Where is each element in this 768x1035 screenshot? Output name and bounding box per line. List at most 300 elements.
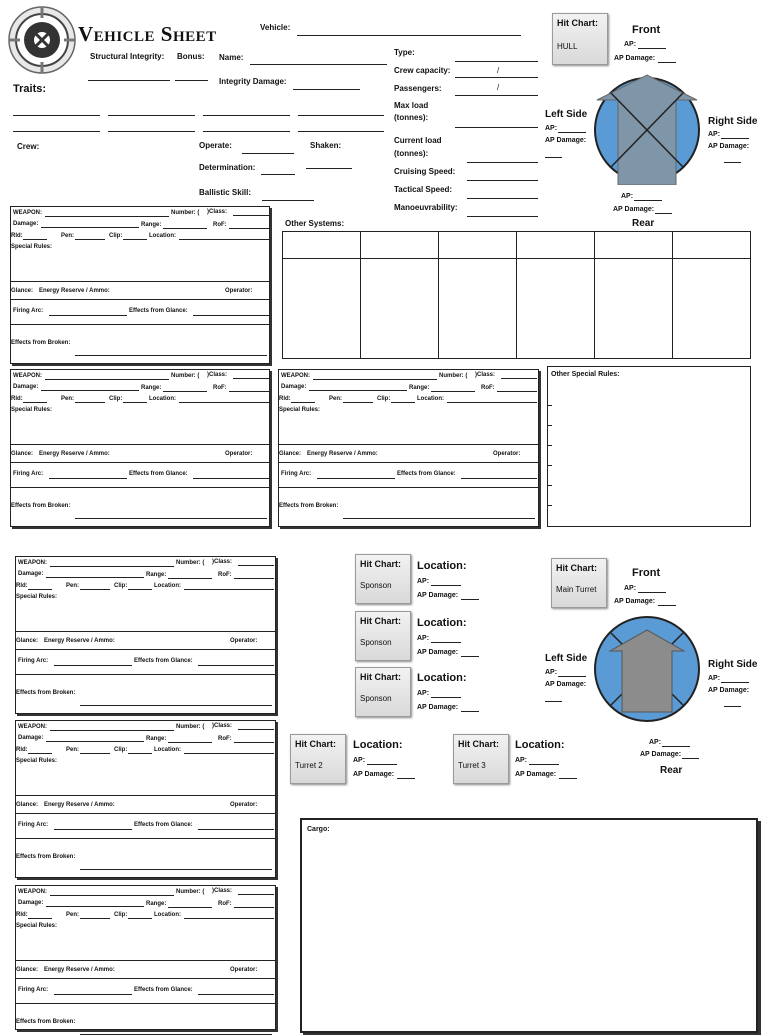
hit-chart-value: HULL <box>557 42 578 51</box>
rule-tick <box>548 405 552 406</box>
hull-front-ap-field[interactable] <box>638 48 666 49</box>
trait-field[interactable] <box>108 115 195 116</box>
vehicle-field[interactable] <box>297 35 521 36</box>
hull-left-ap-damage-field[interactable] <box>545 157 562 158</box>
turret-front-ap-label: AP: <box>624 585 637 592</box>
damage-field[interactable] <box>46 741 144 742</box>
clip-label: Clip: <box>114 583 128 589</box>
range-label: Range: <box>409 385 430 391</box>
integrity-damage-field[interactable] <box>293 89 360 90</box>
effects-broken-field[interactable] <box>80 705 272 706</box>
structural-integrity-label: Structural Integrity: <box>90 52 165 61</box>
hit-chart-label: Hit Chart: <box>360 616 401 626</box>
hit-chart-label: Hit Chart: <box>360 672 401 682</box>
rld-field[interactable] <box>23 239 47 240</box>
clip-field[interactable] <box>128 753 152 754</box>
energy-label: Energy Reserve / Ammo: <box>44 967 115 973</box>
turret-front-ap-field[interactable] <box>638 592 666 593</box>
hull-front-ap-damage-field[interactable] <box>658 62 676 63</box>
effects-broken-field[interactable] <box>75 355 267 356</box>
turret-right-ap-damage-field[interactable] <box>724 706 741 707</box>
firing-arc-field[interactable] <box>54 665 132 666</box>
number-label: Number: ( <box>171 210 200 216</box>
weapon-name-field[interactable] <box>50 566 174 567</box>
rof-label: RoF: <box>218 572 232 578</box>
effects-broken-field[interactable] <box>80 869 272 870</box>
firing-arc-field[interactable] <box>54 829 132 830</box>
name-field[interactable] <box>250 64 387 65</box>
number-label: Number: ( <box>176 889 205 895</box>
type-label: Type: <box>394 48 415 57</box>
trait-field[interactable] <box>108 131 195 132</box>
effects-glance-field[interactable] <box>198 665 274 666</box>
turret-rear-ap-field[interactable] <box>662 746 690 747</box>
clip-field[interactable] <box>123 239 147 240</box>
manoeuvrability-label: Manoeuvrability: <box>394 203 458 212</box>
hull-rear-ap-label: AP: <box>621 193 634 200</box>
ap-label: AP: <box>417 578 430 585</box>
turret-right-label: Right Side <box>708 659 758 670</box>
glance-label: Glance: <box>16 802 39 808</box>
weapon-card[interactable] <box>10 369 270 527</box>
rof-label: RoF: <box>213 385 227 391</box>
turret-right-ap-field[interactable] <box>721 682 749 683</box>
special-rules-label: Special Rules: <box>16 758 58 764</box>
operate-label: Operate: <box>199 141 232 150</box>
location-label: Location: <box>149 233 176 239</box>
effects-broken-label: Effects from Broken: <box>16 690 76 696</box>
current-load-label: Current load <box>394 136 442 145</box>
passengers-label: Passengers: <box>394 84 442 93</box>
trait-field[interactable] <box>298 115 384 116</box>
weapon-name-field[interactable] <box>45 216 169 217</box>
operator-label: Operator: <box>230 638 258 644</box>
damage-label: Damage: <box>18 900 44 906</box>
location-field[interactable] <box>179 239 269 240</box>
special-rules-divider <box>16 631 275 632</box>
operator-label: Operator: <box>230 802 258 808</box>
weapon-label: WEAPON: <box>13 373 42 379</box>
shaken-field[interactable] <box>306 168 352 169</box>
page-title: Vehicle Sheet <box>78 22 217 46</box>
turret-rear-ap-damage-field[interactable] <box>682 758 699 759</box>
class-label: )Class: <box>475 372 496 378</box>
hit-chart-value: Sponson <box>360 694 392 703</box>
glance-label: Glance: <box>16 638 39 644</box>
bonus-field[interactable] <box>175 80 208 81</box>
firing-arc-divider <box>16 1003 275 1004</box>
turret3-hit-chart-button[interactable] <box>453 734 509 784</box>
class-field[interactable] <box>238 565 274 566</box>
sponson-hit-chart-button[interactable] <box>355 611 411 661</box>
cargo-label: Cargo: <box>307 826 330 833</box>
rule-tick <box>548 465 552 466</box>
range-field[interactable] <box>168 742 212 743</box>
number-label: Number: ( <box>171 373 200 379</box>
hit-chart-label: Hit Chart: <box>556 563 597 573</box>
other-systems-label: Other Systems: <box>285 219 345 228</box>
hull-left-ap-field[interactable] <box>558 132 586 133</box>
main-turret-hit-chart-button[interactable] <box>551 558 607 608</box>
turret-right-ap-damage-label: AP Damage: <box>708 687 750 694</box>
glance-label: Glance: <box>11 288 34 294</box>
damage-field[interactable] <box>46 577 144 578</box>
clip-field[interactable] <box>128 589 152 590</box>
hull-left-label: Left Side <box>545 109 588 120</box>
cruising-speed-label: Cruising Speed: <box>394 167 456 176</box>
effects-broken-label: Effects from Broken: <box>11 340 71 346</box>
range-field[interactable] <box>168 907 212 908</box>
structural-integrity-field[interactable] <box>88 80 170 81</box>
turret-front-ap-damage-field[interactable] <box>658 605 676 606</box>
firing-arc-label: Firing Arc: <box>18 658 49 664</box>
crew-capacity-label: Crew capacity: <box>394 66 451 75</box>
hull-left-ap-damage-label: AP Damage: <box>545 137 587 144</box>
glance-divider <box>16 649 275 650</box>
glance-label: Glance: <box>279 451 302 457</box>
pen-field[interactable] <box>75 402 105 403</box>
determination-label: Determination: <box>199 163 256 172</box>
clip-label: Clip: <box>109 233 123 239</box>
turret-left-ap-damage-label: AP Damage: <box>545 681 587 688</box>
ap-damage-label: AP Damage: <box>417 704 459 711</box>
hit-chart-value: Main Turret <box>556 585 597 594</box>
rof-field[interactable] <box>229 391 269 392</box>
hit-chart-value: Sponson <box>360 581 392 590</box>
hull-front-label: Front <box>632 24 661 36</box>
sponson-hit-chart-button[interactable] <box>355 667 411 717</box>
hull-rear-ap-field[interactable] <box>634 200 662 201</box>
vehicle-label: Vehicle: <box>260 23 291 32</box>
effects-broken-label: Effects from Broken: <box>16 1019 76 1025</box>
special-rules-label: Special Rules: <box>279 407 321 413</box>
pen-field[interactable] <box>80 918 110 919</box>
turret-front-label: Front <box>632 567 661 579</box>
rule-tick <box>548 485 552 486</box>
range-label: Range: <box>146 901 167 907</box>
type-field[interactable] <box>455 61 538 62</box>
weapon-card[interactable] <box>15 556 276 714</box>
crew-capacity-field[interactable] <box>455 77 538 78</box>
ap-damage-label: AP Damage: <box>417 649 459 656</box>
current-load-field[interactable] <box>467 162 538 163</box>
hull-hit-chart-button[interactable] <box>552 13 608 65</box>
firing-arc-field[interactable] <box>49 315 127 316</box>
firing-arc-divider <box>11 487 269 488</box>
damage-label: Damage: <box>13 221 39 227</box>
rof-field[interactable] <box>234 907 274 908</box>
effects-glance-field[interactable] <box>198 994 274 995</box>
location-heading: Location: <box>353 739 403 751</box>
ap-damage-field[interactable] <box>461 656 479 657</box>
trait-field[interactable] <box>203 115 290 116</box>
name-label: Name: <box>219 53 244 62</box>
rof-field[interactable] <box>497 391 537 392</box>
operator-label: Operator: <box>225 451 253 457</box>
hit-chart-label: Hit Chart: <box>360 559 401 569</box>
weapon-name-field[interactable] <box>45 379 169 380</box>
hull-rear-ap-damage-field[interactable] <box>655 213 672 214</box>
turret-rear-ap-label: AP: <box>649 739 662 746</box>
pen-label: Pen: <box>61 233 75 239</box>
damage-label: Damage: <box>13 384 39 390</box>
rule-tick <box>548 445 552 446</box>
turret-armour-diagram <box>592 614 702 724</box>
weapon-card[interactable] <box>15 720 276 878</box>
trait-field[interactable] <box>298 131 384 132</box>
rld-field[interactable] <box>23 402 47 403</box>
firing-arc-label: Firing Arc: <box>18 822 49 828</box>
ap-damage-field[interactable] <box>397 778 415 779</box>
glance-divider <box>16 978 275 979</box>
pen-label: Pen: <box>329 396 343 402</box>
hull-right-ap-damage-field[interactable] <box>724 162 741 163</box>
hit-chart-label: Hit Chart: <box>458 739 499 749</box>
tactical-speed-field[interactable] <box>467 198 538 199</box>
range-field[interactable] <box>163 391 207 392</box>
rld-label: Rld: <box>11 233 23 239</box>
ap-damage-field[interactable] <box>461 599 479 600</box>
ap-field[interactable] <box>431 585 461 586</box>
determination-field[interactable] <box>261 174 295 175</box>
damage-label: Damage: <box>18 571 44 577</box>
rof-field[interactable] <box>234 742 274 743</box>
weapon-label: WEAPON: <box>18 560 47 566</box>
class-field[interactable] <box>233 378 269 379</box>
weapon-label: WEAPON: <box>18 724 47 730</box>
firing-arc-divider <box>279 487 538 488</box>
hull-rear-label: Rear <box>632 218 655 229</box>
logo-emblem <box>6 4 78 76</box>
hull-rear-ap-damage-label: AP Damage: <box>613 206 655 213</box>
pen-label: Pen: <box>66 912 80 918</box>
effects-glance-label: Effects from Glance: <box>134 658 193 664</box>
energy-label: Energy Reserve / Ammo: <box>39 288 110 294</box>
range-field[interactable] <box>168 578 212 579</box>
manoeuvrability-field[interactable] <box>467 216 538 217</box>
ap-damage-field[interactable] <box>559 778 577 779</box>
rule-tick <box>548 505 552 506</box>
ap-field[interactable] <box>367 764 397 765</box>
special-rules-divider <box>279 444 538 445</box>
pen-field[interactable] <box>343 402 373 403</box>
hull-armour-diagram <box>592 70 702 185</box>
clip-label: Clip: <box>114 747 128 753</box>
location-label: Location: <box>417 396 444 402</box>
rof-label: RoF: <box>218 736 232 742</box>
ap-damage-field[interactable] <box>461 711 479 712</box>
hit-chart-value: Turret 3 <box>458 761 486 770</box>
class-field[interactable] <box>501 378 537 379</box>
sponson-hit-chart-button[interactable] <box>355 554 411 604</box>
pen-field[interactable] <box>75 239 105 240</box>
class-field[interactable] <box>238 729 274 730</box>
current-load-unit: (tonnes): <box>394 149 429 158</box>
damage-label: Damage: <box>18 735 44 741</box>
number-label: Number: ( <box>176 724 205 730</box>
damage-field[interactable] <box>309 390 407 391</box>
weapon-name-field[interactable] <box>313 379 437 380</box>
rld-field[interactable] <box>28 918 52 919</box>
firing-arc-field[interactable] <box>54 994 132 995</box>
location-heading: Location: <box>417 617 467 629</box>
range-field[interactable] <box>163 228 207 229</box>
rof-label: RoF: <box>213 222 227 228</box>
hit-chart-value: Turret 2 <box>295 761 323 770</box>
turret-left-ap-field[interactable] <box>558 676 586 677</box>
max-load-unit: (tonnes): <box>394 113 429 122</box>
firing-arc-field[interactable] <box>49 478 127 479</box>
special-rules-label: Special Rules: <box>11 244 53 250</box>
effects-glance-label: Effects from Glance: <box>397 471 456 477</box>
weapon-name-field[interactable] <box>50 730 174 731</box>
hit-chart-value: Sponson <box>360 638 392 647</box>
special-rules-label: Special Rules: <box>16 594 58 600</box>
pen-label: Pen: <box>61 396 75 402</box>
location-field[interactable] <box>184 589 274 590</box>
other-systems-grid[interactable] <box>282 231 751 359</box>
location-field[interactable] <box>179 402 269 403</box>
rof-field[interactable] <box>234 578 274 579</box>
pen-label: Pen: <box>66 583 80 589</box>
hit-chart-label: Hit Chart: <box>295 739 336 749</box>
other-special-rules-box[interactable] <box>547 366 751 527</box>
special-rules-divider <box>11 444 269 445</box>
ap-damage-label: AP Damage: <box>417 592 459 599</box>
operator-label: Operator: <box>225 288 253 294</box>
effects-broken-label: Effects from Broken: <box>16 854 76 860</box>
class-field[interactable] <box>233 215 269 216</box>
effects-glance-field[interactable] <box>198 829 274 830</box>
ap-damage-label: AP Damage: <box>515 771 557 778</box>
special-rules-label: Special Rules: <box>11 407 53 413</box>
location-field[interactable] <box>447 402 537 403</box>
class-label: )Class: <box>212 559 233 565</box>
location-heading: Location: <box>417 672 467 684</box>
effects-broken-field[interactable] <box>343 518 535 519</box>
rld-field[interactable] <box>28 753 52 754</box>
location-label: Location: <box>149 396 176 402</box>
weapon-card[interactable] <box>15 885 276 1030</box>
damage-field[interactable] <box>41 390 139 391</box>
rof-field[interactable] <box>229 228 269 229</box>
range-label: Range: <box>141 222 162 228</box>
rld-field[interactable] <box>291 402 315 403</box>
clip-label: Clip: <box>377 396 391 402</box>
class-label: )Class: <box>207 209 228 215</box>
ap-field[interactable] <box>431 697 461 698</box>
ap-label: AP: <box>515 757 528 764</box>
ap-field[interactable] <box>431 642 461 643</box>
passengers-field[interactable] <box>455 95 538 96</box>
clip-field[interactable] <box>128 918 152 919</box>
weapon-card[interactable] <box>10 206 270 364</box>
firing-arc-divider <box>11 324 269 325</box>
effects-broken-label: Effects from Broken: <box>11 503 71 509</box>
effects-glance-field[interactable] <box>193 315 269 316</box>
location-label: Location: <box>154 912 181 918</box>
pen-field[interactable] <box>80 753 110 754</box>
weapon-name-field[interactable] <box>50 895 174 896</box>
hull-right-ap-damage-label: AP Damage: <box>708 143 750 150</box>
glance-label: Glance: <box>16 967 39 973</box>
hull-left-ap-label: AP: <box>545 125 558 132</box>
weapon-card[interactable] <box>278 369 539 527</box>
max-load-field[interactable] <box>455 127 538 128</box>
hull-right-ap-field[interactable] <box>721 138 749 139</box>
effects-glance-field[interactable] <box>193 478 269 479</box>
class-field[interactable] <box>238 894 274 895</box>
range-label: Range: <box>146 572 167 578</box>
glance-divider <box>11 462 269 463</box>
effects-broken-field[interactable] <box>75 518 267 519</box>
trait-field[interactable] <box>203 131 290 132</box>
number-label: Number: ( <box>176 560 205 566</box>
location-label: Location: <box>154 747 181 753</box>
max-load-label: Max load <box>394 101 429 110</box>
tactical-speed-label: Tactical Speed: <box>394 185 453 194</box>
rld-label: Rld: <box>16 583 28 589</box>
special-rules-divider <box>16 960 275 961</box>
operator-label: Operator: <box>230 967 258 973</box>
firing-arc-label: Firing Arc: <box>281 471 312 477</box>
effects-glance-label: Effects from Glance: <box>129 471 188 477</box>
range-field[interactable] <box>431 391 475 392</box>
cruising-speed-field[interactable] <box>467 180 538 181</box>
clip-field[interactable] <box>391 402 415 403</box>
turret-right-ap-label: AP: <box>708 675 721 682</box>
damage-field[interactable] <box>41 227 139 228</box>
other-special-rules-label: Other Special Rules: <box>551 371 620 378</box>
damage-field[interactable] <box>46 906 144 907</box>
trait-field[interactable] <box>13 131 100 132</box>
energy-label: Energy Reserve / Ammo: <box>44 638 115 644</box>
cargo-box[interactable] <box>300 818 758 1033</box>
pen-field[interactable] <box>80 589 110 590</box>
clip-field[interactable] <box>123 402 147 403</box>
ap-field[interactable] <box>529 764 559 765</box>
ballistic-skill-label: Ballistic Skill: <box>199 188 252 197</box>
firing-arc-label: Firing Arc: <box>18 987 49 993</box>
ballistic-skill-field[interactable] <box>262 200 314 201</box>
weapon-label: WEAPON: <box>281 373 310 379</box>
weapon-label: WEAPON: <box>13 210 42 216</box>
location-field[interactable] <box>184 918 274 919</box>
rld-field[interactable] <box>28 589 52 590</box>
firing-arc-field[interactable] <box>317 478 395 479</box>
effects-glance-field[interactable] <box>461 478 537 479</box>
location-field[interactable] <box>184 753 274 754</box>
operate-field[interactable] <box>242 153 294 154</box>
range-label: Range: <box>146 736 167 742</box>
damage-label: Damage: <box>281 384 307 390</box>
hull-right-ap-label: AP: <box>708 131 721 138</box>
operator-label: Operator: <box>493 451 521 457</box>
turret-left-ap-damage-field[interactable] <box>545 701 562 702</box>
effects-glance-label: Effects from Glance: <box>134 822 193 828</box>
location-heading: Location: <box>417 560 467 572</box>
class-label: )Class: <box>212 723 233 729</box>
rof-label: RoF: <box>481 385 495 391</box>
class-label: )Class: <box>207 372 228 378</box>
rof-label: RoF: <box>218 901 232 907</box>
turret2-hit-chart-button[interactable] <box>290 734 346 784</box>
trait-field[interactable] <box>13 115 100 116</box>
turret-rear-ap-damage-label: AP Damage: <box>640 751 682 758</box>
rule-tick <box>548 425 552 426</box>
turret-rear-label: Rear <box>660 765 683 776</box>
glance-divider <box>16 813 275 814</box>
